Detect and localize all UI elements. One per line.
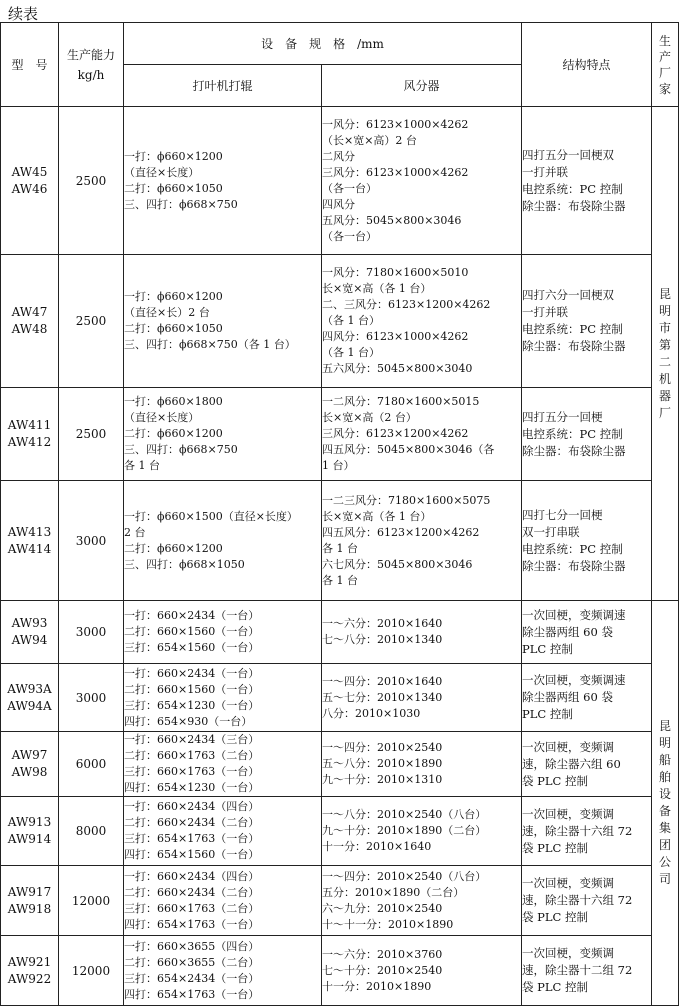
feature-line: 一次回梗，变频调 (522, 739, 614, 754)
maker-name: 昆明市第二机器厂 (658, 286, 671, 420)
model-cell (1, 732, 59, 797)
table-row (1, 388, 679, 481)
feature-line: 一打并联 (522, 305, 568, 319)
capacity-cell: 12000 (59, 866, 124, 936)
feature-line: 电控系统：PC 控制 (522, 541, 623, 556)
beater-spec-line: 一打：ϕ660×1800 (124, 395, 223, 408)
separator-spec-line: 五～八分：2010×1890 (322, 757, 443, 770)
beater-spec-line: 三打：654×2434（一台） (124, 971, 260, 985)
separator-spec-cell (322, 107, 522, 255)
beater-spec-line: 二打：660×3655（二台） (124, 955, 260, 969)
separator-spec-line: 一～四分：2010×2540（八台） (322, 869, 487, 883)
model-number: AW412 (7, 435, 52, 449)
beater-spec-cell (124, 481, 322, 601)
beater-spec-line: 二打：ϕ660×1050 (124, 322, 223, 335)
beater-spec-line: 一打：660×2434（三台） (124, 733, 260, 746)
beater-spec-line: 二打：660×2434（二台） (124, 885, 260, 899)
beater-spec-line: 三打：660×1763（二台） (124, 901, 260, 915)
separator-spec-line: 一～四分：2010×1640 (322, 674, 443, 688)
model-number: AW46 (11, 181, 48, 196)
beater-spec-line: 三打：654×1230（一台） (124, 698, 260, 712)
table-row (1, 866, 679, 936)
model-number: AW918 (7, 901, 52, 916)
separator-spec-line: 一～六分：2010×1640 (322, 617, 443, 630)
feature-line: 除尘器：布袋除尘器 (522, 558, 626, 573)
features-cell (522, 866, 652, 936)
header-maker: 生产厂家 (652, 23, 679, 107)
beater-spec-line: 一打：660×2434（四台） (124, 869, 260, 883)
separator-spec-line: 三风分：6123×1200×4262 (322, 427, 469, 440)
separator-spec-cell (322, 388, 522, 481)
separator-spec-line: 十～十一分：2010×1890 (322, 917, 454, 931)
table-row (1, 255, 679, 388)
beater-spec-line: 三、四打：ϕ668×750 (124, 443, 238, 456)
separator-spec-cell (322, 481, 522, 601)
feature-line: PLC 控制 (522, 641, 573, 656)
beater-spec-line: 三、四打：ϕ668×750（各 1 台） (124, 338, 296, 351)
model-number: AW47 (11, 305, 48, 319)
separator-spec-line: 一～八分：2010×2540（八台） (322, 808, 487, 821)
table-row (1, 732, 679, 797)
feature-line: 除尘器两组 60 袋 (522, 624, 613, 639)
beater-spec-line: （直径×长度） (124, 165, 200, 179)
model-cell (1, 107, 59, 255)
features-cell (522, 255, 652, 388)
feature-line: 一次回梗，变频调 (522, 806, 614, 821)
header-model: 型 号 (1, 23, 59, 107)
separator-spec-cell (322, 866, 522, 936)
feature-line: 一次回梗，变频调速 (522, 673, 626, 687)
model-number: AW94A (7, 698, 52, 713)
model-number: AW94 (11, 633, 48, 647)
feature-line: 一打并联 (522, 164, 568, 179)
capacity-cell: 8000 (59, 797, 124, 866)
model-cell (1, 601, 59, 664)
capacity-cell: 2500 (59, 388, 124, 481)
separator-spec-line: 七～十分：2010×2540 (322, 963, 443, 977)
beater-spec-line: 一打：660×3655（四台） (124, 939, 260, 953)
separator-spec-line: 十一分：2010×1890 (322, 979, 432, 993)
feature-line: 袋 PLC 控制 (522, 840, 588, 855)
beater-spec-line: 二打：ϕ660×1200 (124, 427, 223, 440)
model-number: AW913 (7, 815, 52, 829)
separator-spec-line: （各一台） (322, 181, 377, 195)
feature-line: PLC 控制 (522, 707, 573, 721)
separator-spec-line: 长×宽×高（2 台） (322, 411, 417, 424)
table-caption: 续表 (8, 5, 39, 23)
table-row (1, 664, 679, 732)
feature-line: 速，除尘器十六组 72 (522, 823, 633, 838)
beater-spec-line: 四打：654×930（一台） (124, 714, 253, 728)
feature-line: 一次回梗，变频调速 (522, 607, 626, 622)
beater-spec-line: 一打：ϕ660×1500（直径×长度） (124, 509, 298, 523)
beater-spec-line: 2 台 (124, 525, 146, 539)
separator-spec-line: （各 1 台） (322, 346, 380, 359)
beater-spec-line: 一打：660×2434（一台） (124, 609, 260, 622)
separator-spec-line: 五～七分：2010×1340 (322, 690, 443, 704)
feature-line: 电控系统：PC 控制 (522, 426, 623, 441)
header-capacity-unit: kg/h (77, 67, 105, 82)
table-row (1, 797, 679, 866)
beater-spec-cell (124, 732, 322, 797)
model-number: AW93 (11, 616, 48, 630)
feature-line: 双一打串联 (522, 524, 580, 539)
feature-line: 速，除尘器十六组 72 (522, 893, 633, 907)
separator-spec-line: （各一台） (322, 229, 377, 243)
separator-spec-line: 一～六分：2010×3760 (322, 947, 443, 961)
beater-spec-cell (124, 601, 322, 664)
feature-line: 除尘器：布袋除尘器 (522, 339, 626, 353)
table-row (1, 936, 679, 1006)
feature-line: 电控系统：PC 控制 (522, 322, 623, 336)
beater-spec-line: 二打：660×1560（一台） (124, 625, 260, 638)
model-number: AW414 (7, 541, 52, 556)
header-capacity (59, 23, 124, 107)
model-number: AW98 (11, 765, 48, 779)
model-cell (1, 797, 59, 866)
beater-spec-line: 三打：654×1560（一台） (124, 641, 260, 654)
beater-spec-line: 二打：660×1763（二台） (124, 749, 260, 762)
separator-spec-line: 二风分 (322, 149, 355, 163)
separator-spec-line: 长×宽×高（各 1 台） (322, 282, 432, 295)
capacity-cell: 3000 (59, 601, 124, 664)
separator-spec-line: 一二三风分：7180×1600×5075 (322, 493, 491, 507)
separator-spec-line: 四风分：6123×1000×4262 (322, 330, 469, 343)
feature-line: 除尘器：布袋除尘器 (522, 198, 626, 213)
header-beater: 打叶机打辊 (124, 65, 322, 107)
separator-spec-cell (322, 255, 522, 388)
feature-line: 除尘器：布袋除尘器 (522, 443, 626, 458)
features-cell (522, 388, 652, 481)
beater-spec-line: 三打：654×1763（一台） (124, 832, 260, 845)
beater-spec-line: 四打：654×1230（一台） (124, 781, 260, 794)
separator-spec-line: 十一分：2010×1640 (322, 840, 432, 853)
beater-spec-cell (124, 797, 322, 866)
separator-spec-line: 七～八分：2010×1340 (322, 633, 443, 646)
feature-line: 速，除尘器十二组 72 (522, 963, 633, 977)
separator-spec-cell (322, 797, 522, 866)
feature-line: 袋 PLC 控制 (522, 980, 588, 994)
beater-spec-line: （直径×长）2 台 (124, 306, 210, 319)
beater-spec-line: 二打：660×2434（二台） (124, 816, 260, 829)
model-number: AW413 (7, 524, 52, 539)
separator-spec-line: 一风分：7180×1600×5010 (322, 266, 469, 279)
beater-spec-cell (124, 107, 322, 255)
beater-spec-line: 各 1 台 (124, 459, 160, 472)
model-number: AW922 (7, 971, 52, 986)
beater-spec-line: 四打：654×1763（一台） (124, 987, 260, 1001)
table-row (1, 601, 679, 664)
model-cell (1, 936, 59, 1006)
model-number: AW914 (7, 832, 52, 846)
separator-spec-line: 九～十分：2010×1890（二台） (322, 824, 487, 837)
capacity-cell: 12000 (59, 936, 124, 1006)
model-cell (1, 664, 59, 732)
beater-spec-cell (124, 866, 322, 936)
beater-spec-line: 二打：ϕ660×1200 (124, 541, 223, 555)
features-cell (522, 797, 652, 866)
capacity-cell: 2500 (59, 107, 124, 255)
feature-line: 四打七分一回梗 (522, 507, 603, 522)
model-number: AW93A (7, 681, 52, 696)
separator-spec-line: 六七风分：5045×800×3046 (322, 557, 473, 571)
separator-spec-line: 一二风分：7180×1600×5015 (322, 395, 480, 408)
separator-spec-line: （各 1 台） (322, 314, 380, 327)
model-cell (1, 388, 59, 481)
model-cell (1, 481, 59, 601)
feature-line: 一次回梗，变频调 (522, 876, 614, 890)
separator-spec-cell (322, 732, 522, 797)
beater-spec-line: （直径×长度） (124, 411, 200, 424)
equipment-spec-table (0, 22, 679, 1006)
feature-line: 袋 PLC 控制 (522, 773, 588, 788)
feature-line: 袋 PLC 控制 (522, 910, 588, 924)
header-capacity-label: 生产能力 (66, 47, 115, 62)
header-features: 结构特点 (522, 23, 652, 107)
model-number: AW411 (7, 418, 52, 432)
capacity-cell: 2500 (59, 255, 124, 388)
separator-spec-line: 1 台） (322, 459, 355, 472)
separator-spec-line: 二、三风分：6123×1200×4262 (322, 298, 491, 311)
features-cell (522, 732, 652, 797)
beater-spec-line: 一打：ϕ660×1200 (124, 290, 223, 303)
separator-spec-line: 各 1 台 (322, 573, 358, 587)
beater-spec-line: 二打：660×1560（一台） (124, 682, 260, 696)
model-cell (1, 866, 59, 936)
separator-spec-line: 各 1 台 (322, 541, 358, 555)
separator-spec-line: 一风分：6123×1000×4262 (322, 117, 469, 131)
model-cell (1, 255, 59, 388)
features-cell (522, 936, 652, 1006)
header-separator: 风分器 (322, 65, 522, 107)
table-row (1, 107, 679, 255)
separator-spec-line: （长×宽×高）2 台 (322, 133, 417, 147)
separator-spec-line: 四风分 (322, 197, 355, 211)
separator-spec-cell (322, 936, 522, 1006)
capacity-cell: 3000 (59, 664, 124, 732)
separator-spec-line: 五分：2010×1890（二台） (322, 885, 465, 899)
beater-spec-cell (124, 255, 322, 388)
table-row (1, 481, 679, 601)
beater-spec-line: 三、四打：ϕ668×750 (124, 197, 238, 211)
separator-spec-line: 五风分：5045×800×3046 (322, 213, 462, 227)
maker-cell (652, 107, 679, 601)
feature-line: 四打五分一回梗 (522, 409, 603, 424)
model-number: AW48 (11, 322, 48, 336)
maker-name: 昆明船舶设备集团公司 (658, 719, 671, 886)
separator-spec-line: 六～九分：2010×2540 (322, 901, 443, 915)
feature-line: 四打六分一回梗双 (522, 288, 614, 302)
beater-spec-line: 四打：654×1763（一台） (124, 917, 260, 931)
separator-spec-line: 八分：2010×1030 (322, 706, 421, 720)
feature-line: 速，除尘器六组 60 (522, 756, 621, 771)
beater-spec-line: 三打：660×1763（一台） (124, 765, 260, 778)
separator-spec-cell (322, 664, 522, 732)
capacity-cell: 6000 (59, 732, 124, 797)
beater-spec-cell (124, 388, 322, 481)
model-number: AW917 (7, 884, 52, 899)
separator-spec-line: 一～四分：2010×2540 (322, 741, 443, 754)
features-cell (522, 664, 652, 732)
model-number: AW45 (11, 164, 48, 179)
separator-spec-line: 九～十分：2010×1310 (322, 773, 443, 786)
beater-spec-cell (124, 664, 322, 732)
model-number: AW97 (11, 748, 48, 762)
separator-spec-line: 五六风分：5045×800×3040 (322, 362, 473, 375)
beater-spec-line: 二打：ϕ660×1050 (124, 181, 223, 195)
beater-spec-line: 三、四打：ϕ668×1050 (124, 557, 245, 571)
features-cell (522, 481, 652, 601)
feature-line: 四打五分一回梗双 (522, 147, 614, 162)
feature-line: 电控系统：PC 控制 (522, 181, 623, 196)
beater-spec-line: 一打：660×2434（一台） (124, 666, 260, 680)
feature-line: 除尘器两组 60 袋 (522, 690, 613, 704)
features-cell (522, 107, 652, 255)
feature-line: 一次回梗，变频调 (522, 946, 614, 960)
capacity-cell: 3000 (59, 481, 124, 601)
maker-cell (652, 601, 679, 1006)
model-number: AW921 (7, 954, 52, 969)
separator-spec-line: 四五风分：6123×1200×4262 (322, 525, 480, 539)
separator-spec-cell (322, 601, 522, 664)
beater-spec-cell (124, 936, 322, 1006)
separator-spec-line: 长×宽×高（各 1 台） (322, 509, 432, 523)
separator-spec-line: 三风分：6123×1000×4262 (322, 165, 469, 179)
beater-spec-line: 一打：ϕ660×1200 (124, 149, 223, 163)
header-spec: 设 备 规 格 /mm (124, 23, 522, 65)
features-cell (522, 601, 652, 664)
beater-spec-line: 一打：660×2434（四台） (124, 800, 260, 813)
beater-spec-line: 四打：654×1560（一台） (124, 848, 260, 861)
separator-spec-line: 四五风分：5045×800×3046（各 (322, 443, 495, 456)
